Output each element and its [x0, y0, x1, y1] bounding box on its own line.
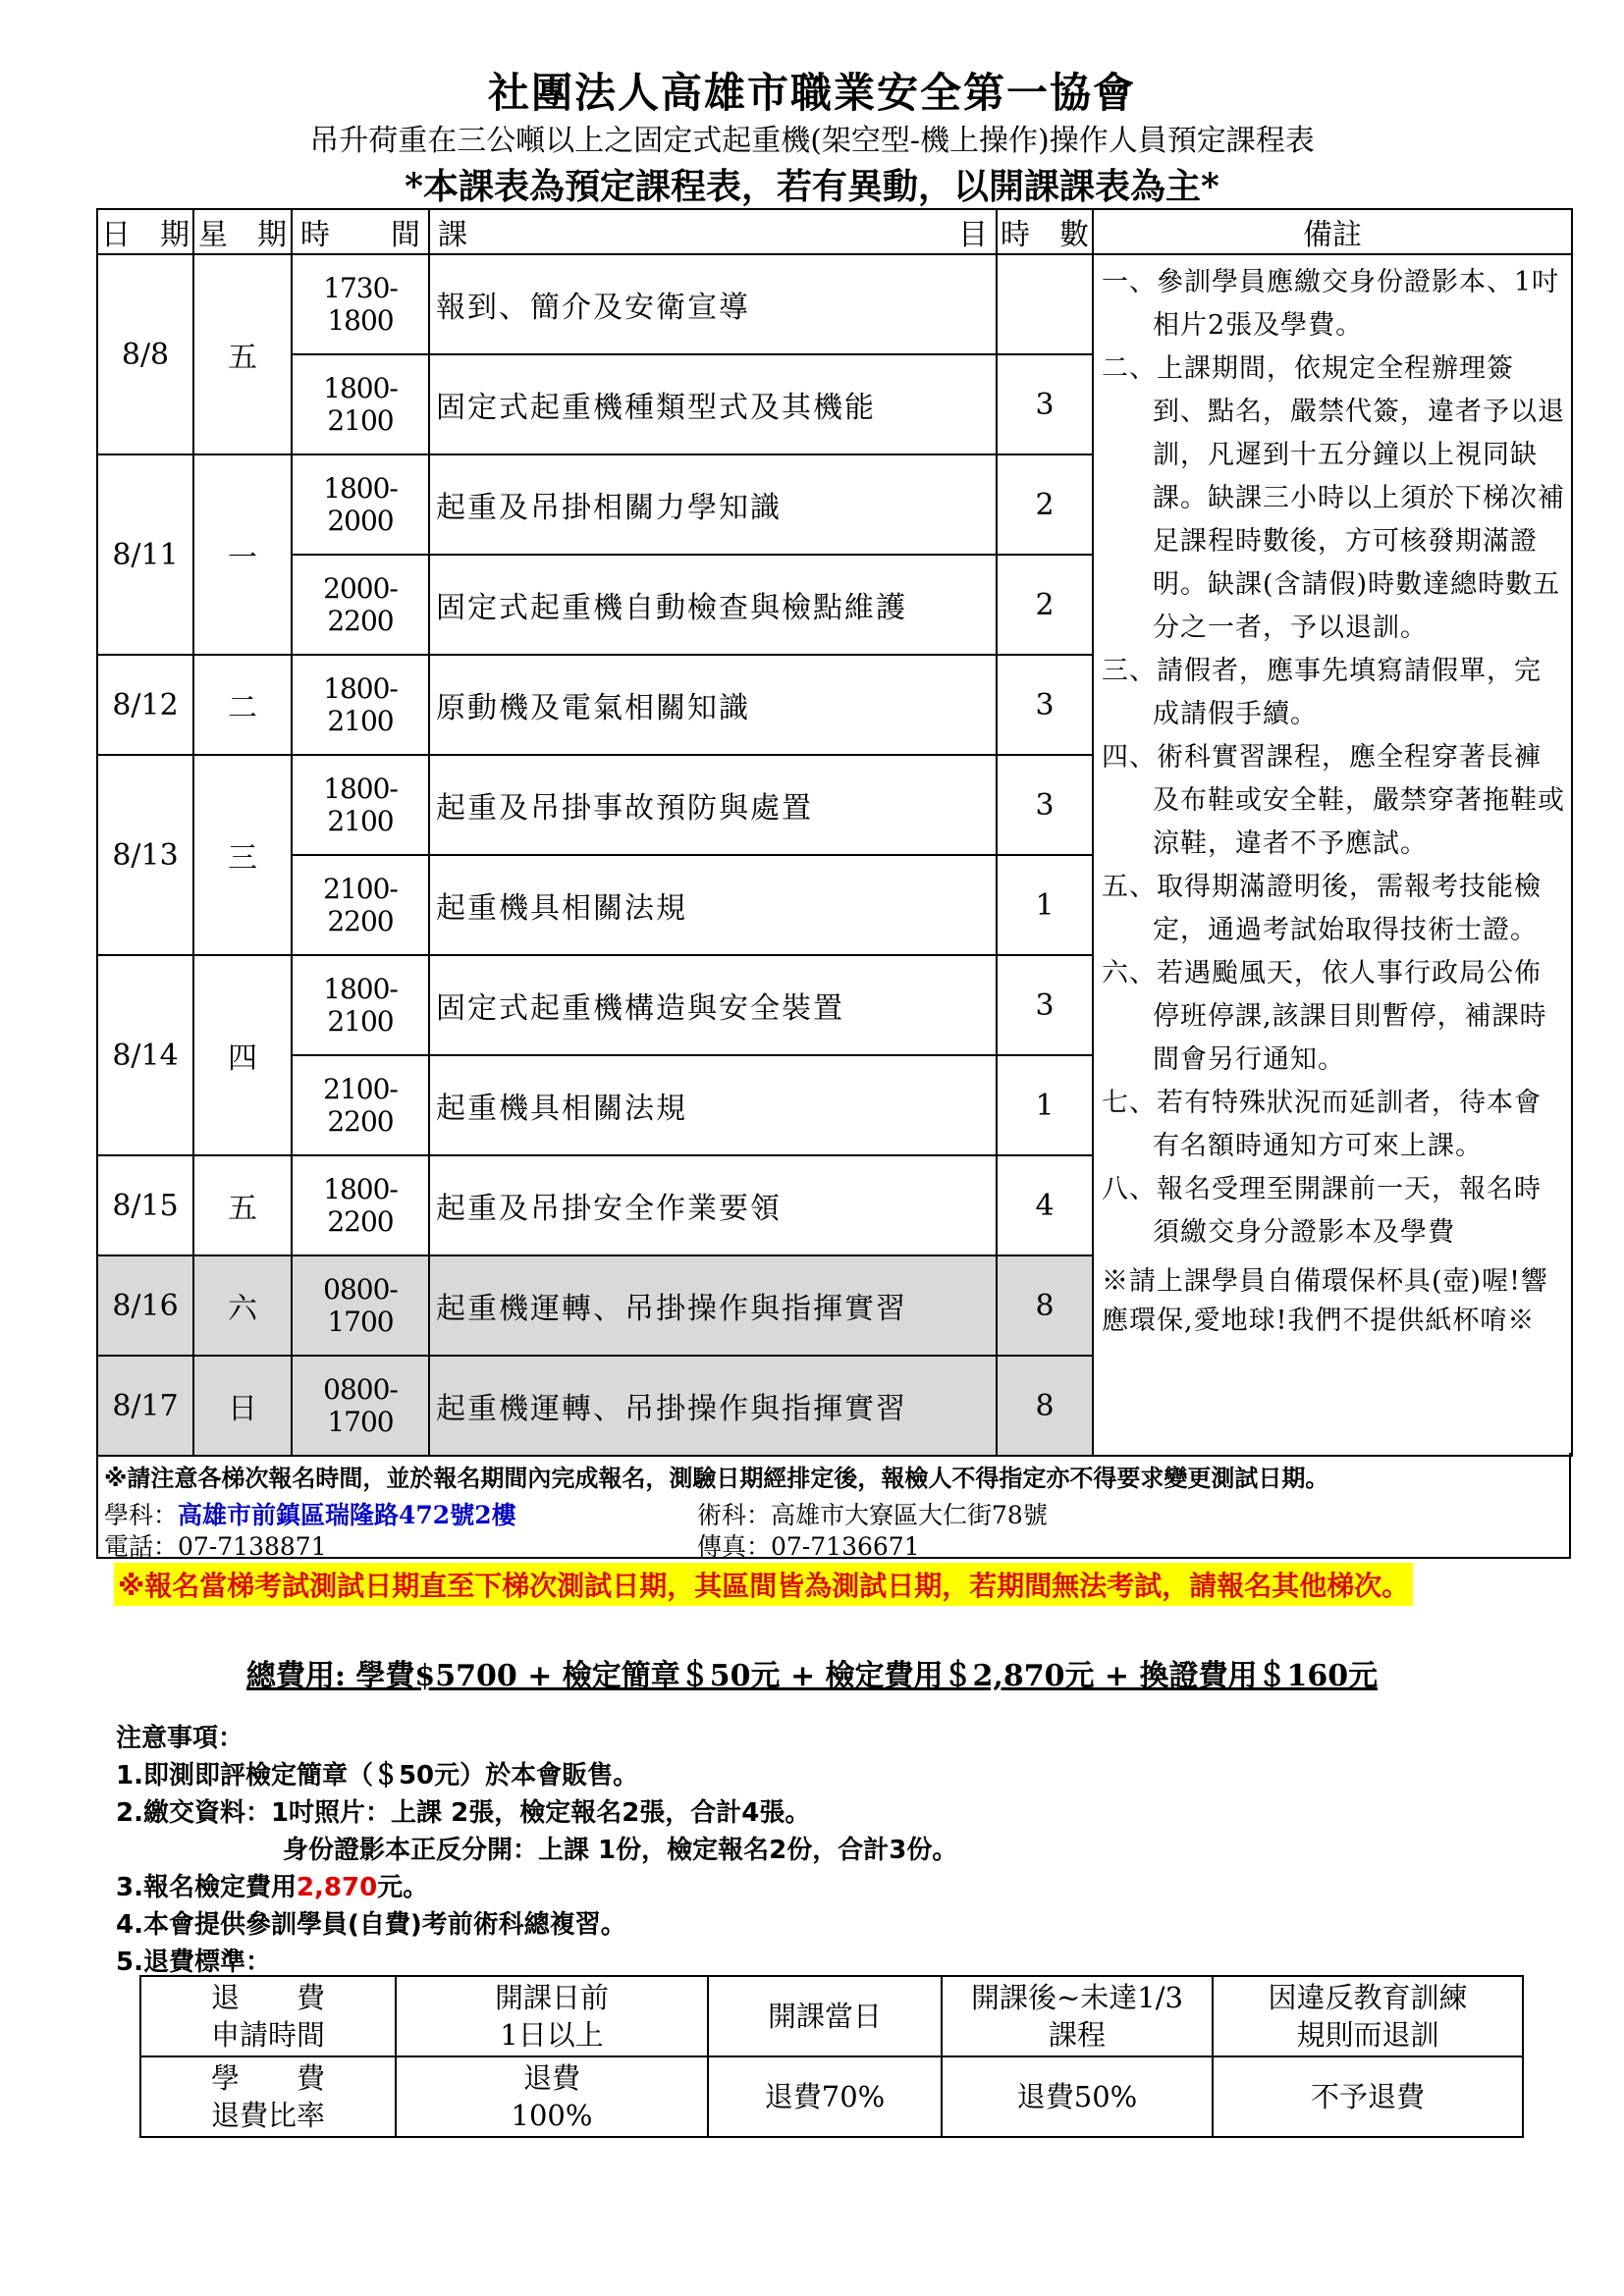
- refund-rate-row: [140, 2056, 1523, 2137]
- notice-list: [116, 1720, 957, 1981]
- row-hours: 8: [997, 1255, 1093, 1356]
- row-course: 起重機運轉、吊掛操作與指揮實習: [429, 1255, 997, 1356]
- row-time: 1800-2100: [292, 655, 429, 755]
- row-weekday: 五: [193, 254, 292, 454]
- row-course: 起重及吊掛事故預防與處置: [429, 755, 997, 855]
- remark-item: 二、上課期間，依規定全程辦理簽到、點名，嚴禁代簽，違者予以退訓，凡遲到十五分鐘以上視同缺課。缺課三小時以上須於下梯次補足課程時數後，方可核發期滿證明。缺課(含請假)時數達總時數五分之一者，予以退訓。: [1102, 353, 1565, 643]
- registration-note: ※請注意各梯次報名時間，並於報名期間內完成報名，測驗日期經排定後，報檢人不得指定亦不得要求變更測試日期。: [104, 1465, 1329, 1492]
- notice-item: 5.退費標準：: [116, 1948, 271, 1977]
- row-course: 起重及吊掛安全作業要領: [429, 1155, 997, 1255]
- org-title: 社團法人高雄市職業安全第一協會: [487, 69, 1136, 117]
- refund-cell: 退費50%: [942, 2056, 1213, 2137]
- refund-cell: 不予退費: [1213, 2056, 1523, 2137]
- row-hours: 3: [997, 955, 1093, 1055]
- row-hours: 8: [997, 1356, 1093, 1456]
- header-time: 時 間: [292, 209, 429, 254]
- row-time: 1800-2000: [292, 454, 429, 555]
- header-hours: 時 數: [997, 209, 1093, 254]
- total-fee: 總費用: 學費$5700 + 檢定簡章＄50元 + 檢定費用＄2,870元 + 換證費用＄160元: [245, 1659, 1379, 1693]
- refund-cell: 退 費 申請時間: [140, 1976, 396, 2056]
- row-weekday: 一: [193, 454, 292, 655]
- theory-address: 學科：高雄市前鎮區瑞隆路472號2樓: [104, 1501, 516, 1529]
- row-course: 原動機及電氣相關知識: [429, 655, 997, 755]
- remark-item: 六、若遇颱風天，依人事行政局公佈停班停課,該課目則暫停，補課時間會另行通知。: [1102, 958, 1547, 1075]
- row-time: 2000-2200: [292, 555, 429, 655]
- row-hours: 2: [997, 555, 1093, 655]
- row-course: 起重機具相關法規: [429, 855, 997, 955]
- row-weekday: 三: [193, 755, 292, 955]
- row-time: 1800-2100: [292, 955, 429, 1055]
- refund-cell: 退費70%: [708, 2056, 942, 2137]
- row-weekday: 五: [193, 1155, 292, 1255]
- schedule-table: [96, 208, 1573, 1457]
- row-course: 起重機具相關法規: [429, 1055, 997, 1155]
- refund-cell: 開課當日: [708, 1976, 942, 2056]
- remarks-cell: [1093, 254, 1572, 1456]
- row-course: 起重機運轉、吊掛操作與指揮實習: [429, 1356, 997, 1456]
- row-course: 固定式起重機自動檢查與檢點維護: [429, 555, 997, 655]
- practice-address: 術科：高雄市大寮區大仁街78號: [697, 1501, 1048, 1529]
- course-subtitle: 吊升荷重在三公噸以上之固定式起重機(架空型-機上操作)操作人員預定課程表: [309, 124, 1315, 158]
- row-course: 報到、簡介及安衛宣導: [429, 254, 997, 354]
- notice-item: 3.報名檢定費用2,870元。: [116, 1873, 429, 1902]
- remark-item: 七、若有特殊狀況而延訓者，待本會有名額時通知方可來上課。: [1102, 1088, 1542, 1161]
- row-hours: 2: [997, 454, 1093, 555]
- row-date: 8/12: [97, 655, 193, 755]
- refund-cell: 開課後~未達1/3 課程: [942, 1976, 1213, 2056]
- schedule-header-row: [97, 209, 1572, 254]
- row-weekday: 二: [193, 655, 292, 755]
- remark-item: 八、報名受理至開課前一天，報名時須繳交身分證影本及學費: [1102, 1174, 1542, 1248]
- schedule-notice: *本課表為預定課程表，若有異動，以開課課表為主*: [405, 166, 1219, 207]
- row-course: 固定式起重機構造與安全裝置: [429, 955, 997, 1055]
- row-hours: 1: [997, 1055, 1093, 1155]
- row-hours: [997, 254, 1093, 354]
- remark-item: 一、參訓學員應繳交身份證影本、1吋相片2張及學費。: [1102, 267, 1560, 341]
- row-time: 1800-2200: [292, 1155, 429, 1255]
- row-date: 8/8: [97, 254, 193, 454]
- notice-item: 身份證影本正反分開：上課 1份，檢定報名2份，合計3份。: [283, 1836, 958, 1865]
- refund-cell: 開課日前 1日以上: [396, 1976, 708, 2056]
- row-time: 0800-1700: [292, 1255, 429, 1356]
- table-row: [97, 254, 1572, 354]
- row-course: 固定式起重機種類型式及其機能: [429, 354, 997, 454]
- row-hours: 3: [997, 655, 1093, 755]
- row-hours: 1: [997, 855, 1093, 955]
- row-date: 8/11: [97, 454, 193, 655]
- notice-item: 4.本會提供參訓學員(自費)考前術科總複習。: [116, 1910, 626, 1940]
- header-weekday: 星 期: [193, 209, 292, 254]
- row-course: 起重及吊掛相關力學知識: [429, 454, 997, 555]
- row-weekday: 六: [193, 1255, 292, 1356]
- remark-item: 四、術科實習課程，應全程穿著長褲及布鞋或安全鞋，嚴禁穿著拖鞋或涼鞋，違者不予應試。: [1102, 742, 1565, 859]
- row-time: 0800-1700: [292, 1356, 429, 1456]
- refund-table: [139, 1975, 1524, 2138]
- row-time: 2100-2200: [292, 1055, 429, 1155]
- row-time: 1800-2100: [292, 755, 429, 855]
- row-hours: 4: [997, 1155, 1093, 1255]
- row-date: 8/14: [97, 955, 193, 1155]
- registration-info-box: [96, 1453, 1571, 1559]
- row-hours: 3: [997, 354, 1093, 454]
- remark-item: 三、請假者，應事先填寫請假單，完成請假手續。: [1102, 656, 1542, 729]
- row-date: 8/17: [97, 1356, 193, 1456]
- row-date: 8/15: [97, 1155, 193, 1255]
- refund-cell: 學 費 退費比率: [140, 2056, 396, 2137]
- test-date-warning: ※報名當梯考試測試日期直至下梯次測試日期，其區間皆為測試日期，若期間無法考試，請報名其他梯次。: [114, 1563, 1413, 1606]
- row-date: 8/13: [97, 755, 193, 955]
- notice-item: 1.即測即評檢定簡章（＄50元）於本會販售。: [116, 1761, 639, 1790]
- header-course: 課 目: [429, 209, 997, 254]
- row-weekday: 四: [193, 955, 292, 1155]
- row-weekday: 日: [193, 1356, 292, 1456]
- remark-item: 五、取得期滿證明後，需報考技能檢定，通過考試始取得技術士證。: [1102, 872, 1542, 945]
- notice-item: 2.繳交資料：1吋照片：上課 2張，檢定報名2張，合計4張。: [116, 1798, 811, 1828]
- row-time: 1730-1800: [292, 254, 429, 354]
- header-remarks: 備註: [1093, 209, 1572, 254]
- header-date: 日 期: [97, 209, 193, 254]
- row-time: 2100-2200: [292, 855, 429, 955]
- notice-title: 注意事項：: [116, 1724, 244, 1753]
- eco-cup-notice: ※請上課學員自備環保杯具(壺)喔!響應環保,愛地球!我們不提供紙杯唷※: [1102, 1266, 1548, 1336]
- row-hours: 3: [997, 755, 1093, 855]
- refund-cell: 因違反教育訓練 規則而退訓: [1213, 1976, 1523, 2056]
- phone: 電話：07-7138871: [104, 1532, 327, 1561]
- row-date: 8/16: [97, 1255, 193, 1356]
- refund-cell: 退費 100%: [396, 2056, 708, 2137]
- fax: 傳真：07-7136671: [697, 1532, 920, 1561]
- row-time: 1800-2100: [292, 354, 429, 454]
- refund-header-row: [140, 1976, 1523, 2056]
